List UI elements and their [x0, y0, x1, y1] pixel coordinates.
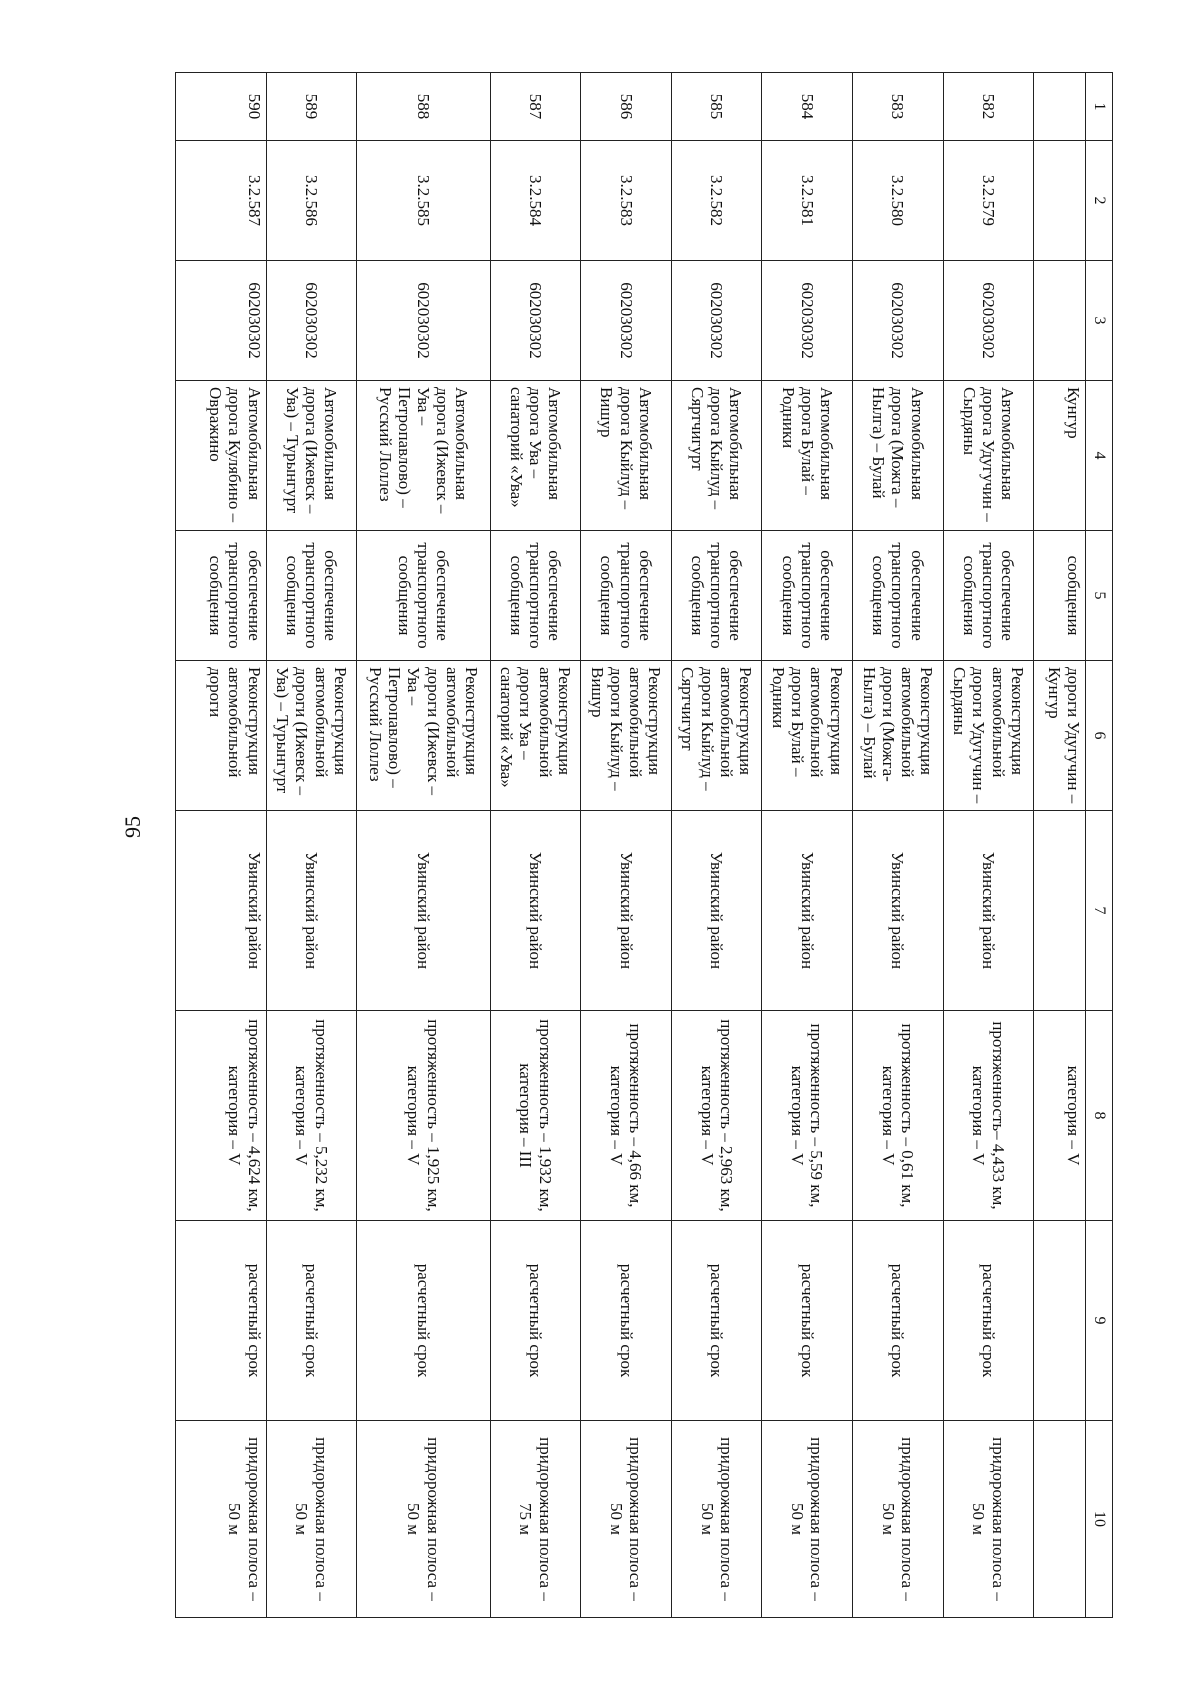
- page-number: 95: [120, 816, 145, 838]
- cell-oktmo: 602030302: [943, 261, 1034, 381]
- cell-number: 584: [762, 73, 853, 141]
- cell-number: 589: [266, 73, 357, 141]
- cell-zone: придорожная полоса – 50 м: [266, 1421, 357, 1618]
- header-col-10: 10: [1086, 1421, 1113, 1618]
- cell-characteristics: протяженность – 5,59 км, категория – V: [762, 1011, 853, 1221]
- header-row: [1086, 73, 1113, 1618]
- cell-zone: придорожная полоса – 50 м: [176, 1421, 267, 1618]
- cell-purpose: обеспечение транспортного сообщения: [357, 531, 490, 661]
- cell-action: Реконструкция автомобильной дороги (Ижевск – Ува) – Турынгурт: [266, 661, 357, 811]
- cell-action: Реконструкция автомобильной дороги (Можга-Нылга) – Булай: [852, 661, 943, 811]
- cell-action: Реконструкция автомобильной дороги Ува – санаторий «Ува»: [490, 661, 581, 811]
- cell-district: Увинский район: [266, 811, 357, 1011]
- table-row: [176, 73, 267, 1618]
- cell-district: Увинский район: [490, 811, 581, 1011]
- cell-purpose: обеспечение транспортного сообщения: [943, 531, 1034, 661]
- cell-action: дороги Удугучин – Кунгур: [1034, 661, 1086, 811]
- cell-purpose: обеспечение транспортного сообщения: [490, 531, 581, 661]
- table-row: [357, 73, 490, 1618]
- cell-term: расчетный срок: [581, 1221, 672, 1421]
- cell-characteristics: протяженность – 1,925 км, категория – V: [357, 1011, 490, 1221]
- table-row: [266, 73, 357, 1618]
- cell-characteristics: протяженность – 4,624 км, категория – V: [176, 1011, 267, 1221]
- cell-zone: придорожная полоса – 50 м: [762, 1421, 853, 1618]
- cell-district: Увинский район: [581, 811, 672, 1011]
- cell-term: расчетный срок: [671, 1221, 762, 1421]
- cell-district: Увинский район: [943, 811, 1034, 1011]
- cell-zone: придорожная полоса – 50 м: [671, 1421, 762, 1618]
- cell-number: 583: [852, 73, 943, 141]
- cell-characteristics: протяженность– 4,433 км, категория – V: [943, 1011, 1034, 1221]
- header-col-5: 5: [1086, 531, 1113, 661]
- cell-term: расчетный срок: [266, 1221, 357, 1421]
- cell-code: 3.2.580: [852, 141, 943, 261]
- cell-code: 3.2.581: [762, 141, 853, 261]
- cell-code: 3.2.587: [176, 141, 267, 261]
- cell-purpose: обеспечение транспортного сообщения: [176, 531, 267, 661]
- cell-zone: придорожная полоса – 50 м: [581, 1421, 672, 1618]
- cell-purpose: обеспечение транспортного сообщения: [581, 531, 672, 661]
- cell-number: 582: [943, 73, 1034, 141]
- cell-code: 3.2.579: [943, 141, 1034, 261]
- cell-oktmo: 602030302: [762, 261, 853, 381]
- cell-district: Увинский район: [762, 811, 853, 1011]
- road-table: [175, 72, 1113, 1618]
- cell-code: 3.2.582: [671, 141, 762, 261]
- cell-code: 3.2.585: [357, 141, 490, 261]
- cell-oktmo: 602030302: [266, 261, 357, 381]
- cell-term: расчетный срок: [176, 1221, 267, 1421]
- cell-purpose: обеспечение транспортного сообщения: [762, 531, 853, 661]
- cell-object-name: Автомобильная дорога (Можга – Нылга) – Булай: [852, 381, 943, 531]
- cell-oktmo: 602030302: [176, 261, 267, 381]
- cell-number: 586: [581, 73, 672, 141]
- table-row: [762, 73, 853, 1618]
- cell-purpose: обеспечение транспортного сообщения: [852, 531, 943, 661]
- header-col-4: 4: [1086, 381, 1113, 531]
- cell-district: Увинский район: [176, 811, 267, 1011]
- cell-object-name: Автомобильная дорога (Ижевск – Ува – Петропавлово) – Русский Лоллез: [357, 381, 490, 531]
- cell-action: Реконструкция автомобильной дороги Булай – Родники: [762, 661, 853, 811]
- cell-oktmo: 602030302: [357, 261, 490, 381]
- header-col-2: 2: [1086, 141, 1113, 261]
- header-col-9: 9: [1086, 1221, 1113, 1421]
- cell-oktmo: 602030302: [581, 261, 672, 381]
- header-col-1: 1: [1086, 73, 1113, 141]
- cell-action: Реконструкция автомобильной дороги: [176, 661, 267, 811]
- table-row: [490, 73, 581, 1618]
- continuation-row: [1034, 73, 1086, 1618]
- cell-empty: [1034, 141, 1086, 261]
- cell-district: Увинский район: [357, 811, 490, 1011]
- cell-term: расчетный срок: [762, 1221, 853, 1421]
- header-col-8: 8: [1086, 1011, 1113, 1221]
- cell-characteristics: протяженность – 4,66 км, категория – V: [581, 1011, 672, 1221]
- table-row: [852, 73, 943, 1618]
- cell-empty: [1034, 73, 1086, 141]
- cell-zone: придорожная полоса – 75 м: [490, 1421, 581, 1618]
- cell-object-name: Автомобильная дорога Булай – Родники: [762, 381, 853, 531]
- cell-characteristics: протяженность – 2,963 км, категория – V: [671, 1011, 762, 1221]
- cell-zone: придорожная полоса – 50 м: [943, 1421, 1034, 1618]
- header-col-6: 6: [1086, 661, 1113, 811]
- table-container: [175, 72, 1113, 1617]
- cell-empty: [1034, 1221, 1086, 1421]
- table-row: [671, 73, 762, 1618]
- cell-oktmo: 602030302: [671, 261, 762, 381]
- cell-term: расчетный срок: [357, 1221, 490, 1421]
- cell-empty: [1034, 811, 1086, 1011]
- cell-term: расчетный срок: [490, 1221, 581, 1421]
- cell-code: 3.2.586: [266, 141, 357, 261]
- cell-term: расчетный срок: [943, 1221, 1034, 1421]
- cell-characteristics: протяженность – 5,232 км, категория – V: [266, 1011, 357, 1221]
- cell-object-name: Автомобильная дорога Удугучин – Сырдяны: [943, 381, 1034, 531]
- cell-characteristics: протяженность – 0,61 км, категория – V: [852, 1011, 943, 1221]
- cell-code: 3.2.583: [581, 141, 672, 261]
- cell-empty: [1034, 1421, 1086, 1618]
- table-row: [581, 73, 672, 1618]
- cell-number: 590: [176, 73, 267, 141]
- cell-object-name: Автомобильная дорога Ува – санаторий «Ува»: [490, 381, 581, 531]
- cell-number: 588: [357, 73, 490, 141]
- cell-zone: придорожная полоса – 50 м: [852, 1421, 943, 1618]
- cell-action: Реконструкция автомобильной дороги Удугучин – Сырдяны: [943, 661, 1034, 811]
- cell-oktmo: 602030302: [852, 261, 943, 381]
- cell-purpose: обеспечение транспортного сообщения: [266, 531, 357, 661]
- cell-district: Увинский район: [671, 811, 762, 1011]
- cell-purpose: сообщения: [1034, 531, 1086, 661]
- cell-characteristics: протяженность – 1,932 км, категория – III: [490, 1011, 581, 1221]
- cell-term: расчетный срок: [852, 1221, 943, 1421]
- cell-object-name: Автомобильная дорога Кыйлуд – Сяртчигурт: [671, 381, 762, 531]
- cell-object-name: Автомобильная дорога Кыйлуд – Вишур: [581, 381, 672, 531]
- cell-oktmo: 602030302: [490, 261, 581, 381]
- cell-object-name: Автомобильная дорога (Ижевск – Ува) – Турынгурт: [266, 381, 357, 531]
- cell-empty: [1034, 261, 1086, 381]
- cell-number: 587: [490, 73, 581, 141]
- cell-zone: придорожная полоса – 50 м: [357, 1421, 490, 1618]
- cell-action: Реконструкция автомобильной дороги Кыйлуд – Вишур: [581, 661, 672, 811]
- table-row: [943, 73, 1034, 1618]
- cell-number: 585: [671, 73, 762, 141]
- header-col-3: 3: [1086, 261, 1113, 381]
- cell-code: 3.2.584: [490, 141, 581, 261]
- header-col-7: 7: [1086, 811, 1113, 1011]
- cell-action: Реконструкция автомобильной дороги Кыйлуд – Сяртчигурт: [671, 661, 762, 811]
- cell-action: Реконструкция автомобильной дороги (Ижевск – Ува – Петропавлово) – Русский Лоллез: [357, 661, 490, 811]
- cell-object-name: Кунгур: [1034, 381, 1086, 531]
- cell-purpose: обеспечение транспортного сообщения: [671, 531, 762, 661]
- cell-characteristics: категория – V: [1034, 1011, 1086, 1221]
- cell-district: Увинский район: [852, 811, 943, 1011]
- cell-object-name: Автомобильная дорога Кулябино – Овражино: [176, 381, 267, 531]
